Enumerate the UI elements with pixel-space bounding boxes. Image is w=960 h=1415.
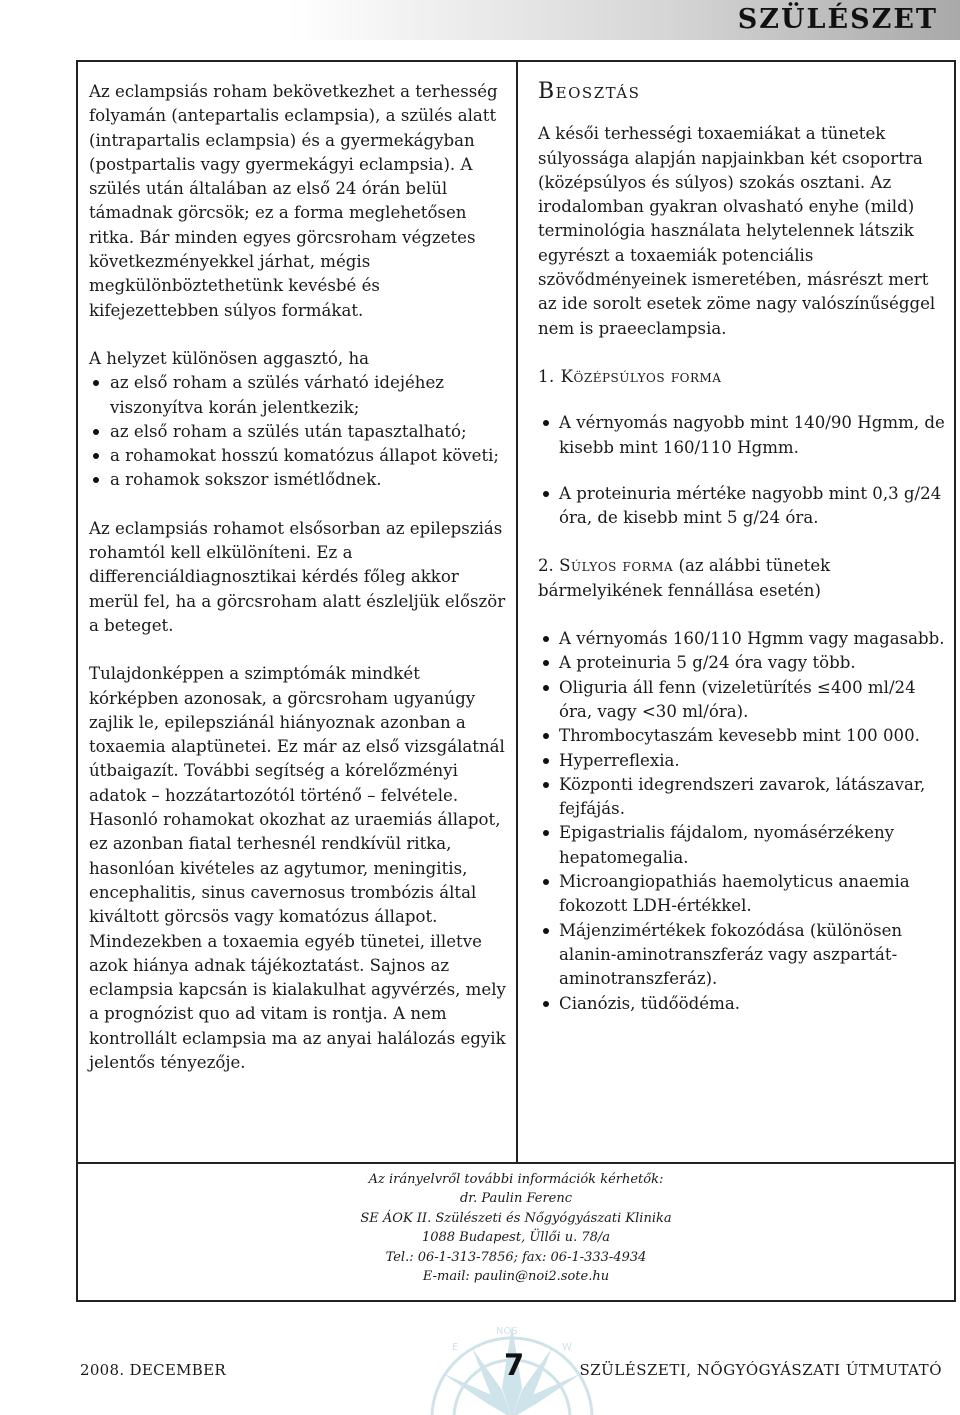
right-column xyxy=(538,80,950,1040)
severe-list xyxy=(538,627,950,1016)
list-item: A vérnyomás nagyobb mint 140/90 Hgmm, de kisebb mint 160/110 Hgmm. xyxy=(538,411,950,460)
contact-address: 1088 Budapest, Üllői u. 78/a xyxy=(421,1230,611,1246)
subheading-moderate xyxy=(538,365,950,389)
footer-publication: SZÜLÉSZETI, NŐGYÓGYÁSZATI ÚTMUTATÓ xyxy=(579,1361,942,1379)
warning-intro: A helyzet különösen aggasztó, ha xyxy=(89,348,370,368)
compass-letter: W xyxy=(562,1342,572,1353)
contact-institution: SE ÁOK II. Szülészeti és Nőgyógyászati Klinika xyxy=(360,1210,672,1226)
list-item: A proteinuria 5 g/24 óra vagy több. xyxy=(538,651,950,675)
list-item: Oliguria áll fenn (vizeletürítés ≤400 ml/24 óra, vagy <30 ml/óra). xyxy=(538,676,950,725)
list-item: Thrombocytaszám kevesebb mint 100 000. xyxy=(538,724,950,748)
list-item: A vérnyomás 160/110 Hgmm vagy magasabb. xyxy=(538,627,950,651)
footer-date: 2008. DECEMBER xyxy=(80,1361,226,1379)
list-item: a rohamok sokszor ismétlődnek. xyxy=(89,468,507,492)
contact-info xyxy=(76,1170,956,1286)
symptoms-paragraph: Tulajdonképpen a szimptómák mindkét kórképben azonosak, a görcsroham ugyanúgy zajlik le, epilepsziánál hiányoznak azonban a toxaemia alaptünetei. Ez már az első vizsgálatnál útbaigazít. További segítség a kórelőzményi adatok – hozzátartozótól történő – felvétele. Hasonló rohamokat okozhat az uraemiás állapot, ez azonban fiatal terhesnél rendkívül ritka, hasonlóan kivételes az agytumor, meningitis, encephalitis, sinus cavernosus trombózis által kiváltott görcsös vagy komatózus állapot. Mindezekben a toxaemia egyéb tünetei, illetve azok hiánya adnak tájékoztatást. Sajnos az eclampsia kapcsán is kialakulhat agyvérzés, mely a prognózist quo ad vitam is rontja. A nem kontrollált eclampsia ma az anyai halálozás egyik jelentős tényezője. xyxy=(89,664,506,1072)
contact-phone: Tel.: 06-1-313-7856; fax: 06-1-333-4934 xyxy=(385,1249,647,1265)
compass-letter: E xyxy=(452,1342,459,1353)
list-item: az első roham a szülés várható idejéhez viszonyítva korán jelentkezik; xyxy=(89,371,507,420)
left-column xyxy=(89,80,507,1099)
list-item: Cianózis, tüdőödéma. xyxy=(538,992,950,1016)
contact-line: Az irányelvről további információk kérhetők: xyxy=(368,1172,664,1187)
moderate-list xyxy=(538,411,950,530)
classification-intro: A késői terhességi toxaemiákat a tünetek súlyossága alapján napjainkban két csoportra (középsúlyos és súlyos) szokás osztani. Az irodalomban gyakran olvasható enyhe (mild) terminológia használata helytelennek látszik egyrészt a toxaemiák potenciális szövődményeinek ismeretében, másrészt mert az ide sorolt esetek zöme nagy valószínűséggel nem is praeeclampsia. xyxy=(538,124,936,338)
contact-email: E-mail: paulin@noi2.sote.hu xyxy=(422,1269,610,1285)
compass-letter: NOS xyxy=(496,1326,518,1337)
contact-name: dr. Paulin Ferenc xyxy=(459,1191,573,1207)
list-item: Hyperreflexia. xyxy=(538,749,950,773)
section-heading: Beosztás xyxy=(538,79,641,104)
list-item: Microangiopathiás haemolyticus anaemia fokozott LDH-értékkel. xyxy=(538,870,950,919)
subheading-number: 1. xyxy=(538,366,555,386)
page-number: 7 xyxy=(504,1348,525,1382)
column-divider xyxy=(516,60,518,1164)
intro-paragraph: Az eclampsiás roham bekövetkezhet a terhesség folyamán (antepartalis eclampsia), a szülés alatt (intrapartalis eclampsia) és a gyermekágyban (postpartalis vagy gyermekágyi eclampsia). A szülés után általában az első 24 órán belül támadnak görcsök; ez a forma meglehetősen ritka. Bár minden egyes görcsroham végzetes következményekkel járhat, mégis megkülönböztethetünk kevésbé és kifejezettebben súlyos formákat. xyxy=(89,82,498,320)
subheading-number: 2. xyxy=(538,556,554,576)
contact-divider xyxy=(76,1162,956,1164)
section-title: SZÜLÉSZET xyxy=(737,4,938,35)
subheading-severe xyxy=(538,554,950,603)
list-item: az első roham a szülés után tapasztalható; xyxy=(89,420,507,444)
list-item: a rohamokat hosszú komatózus állapot követi; xyxy=(89,444,507,468)
subheading-title: Súlyos forma xyxy=(559,556,674,576)
list-item: Májenzimértékek fokozódása (különösen alanin-aminotranszferáz vagy aszpartát-aminotranszferáz). xyxy=(538,919,950,992)
list-item: A proteinuria mértéke nagyobb mint 0,3 g/24 óra, de kisebb mint 5 g/24 óra. xyxy=(538,482,950,531)
subheading-title: Középsúlyos forma xyxy=(560,366,722,386)
differential-paragraph: Az eclampsiás rohamot elsősorban az epilepsziás rohamtól kell elkülöníteni. Ez a differenciáldiagnosztikai kérdés főleg akkor merül fel, ha a görcsroham alatt észleljük először a beteget. xyxy=(89,518,506,635)
list-item: Központi idegrendszeri zavarok, látászavar, fejfájás. xyxy=(538,773,950,822)
list-item: Epigastrialis fájdalom, nyomásérzékeny hepatomegalia. xyxy=(538,821,950,870)
warning-list xyxy=(89,371,507,492)
subheading-note: (az alábbi tünetek bármelyikének fennállása esetén) xyxy=(538,556,831,600)
